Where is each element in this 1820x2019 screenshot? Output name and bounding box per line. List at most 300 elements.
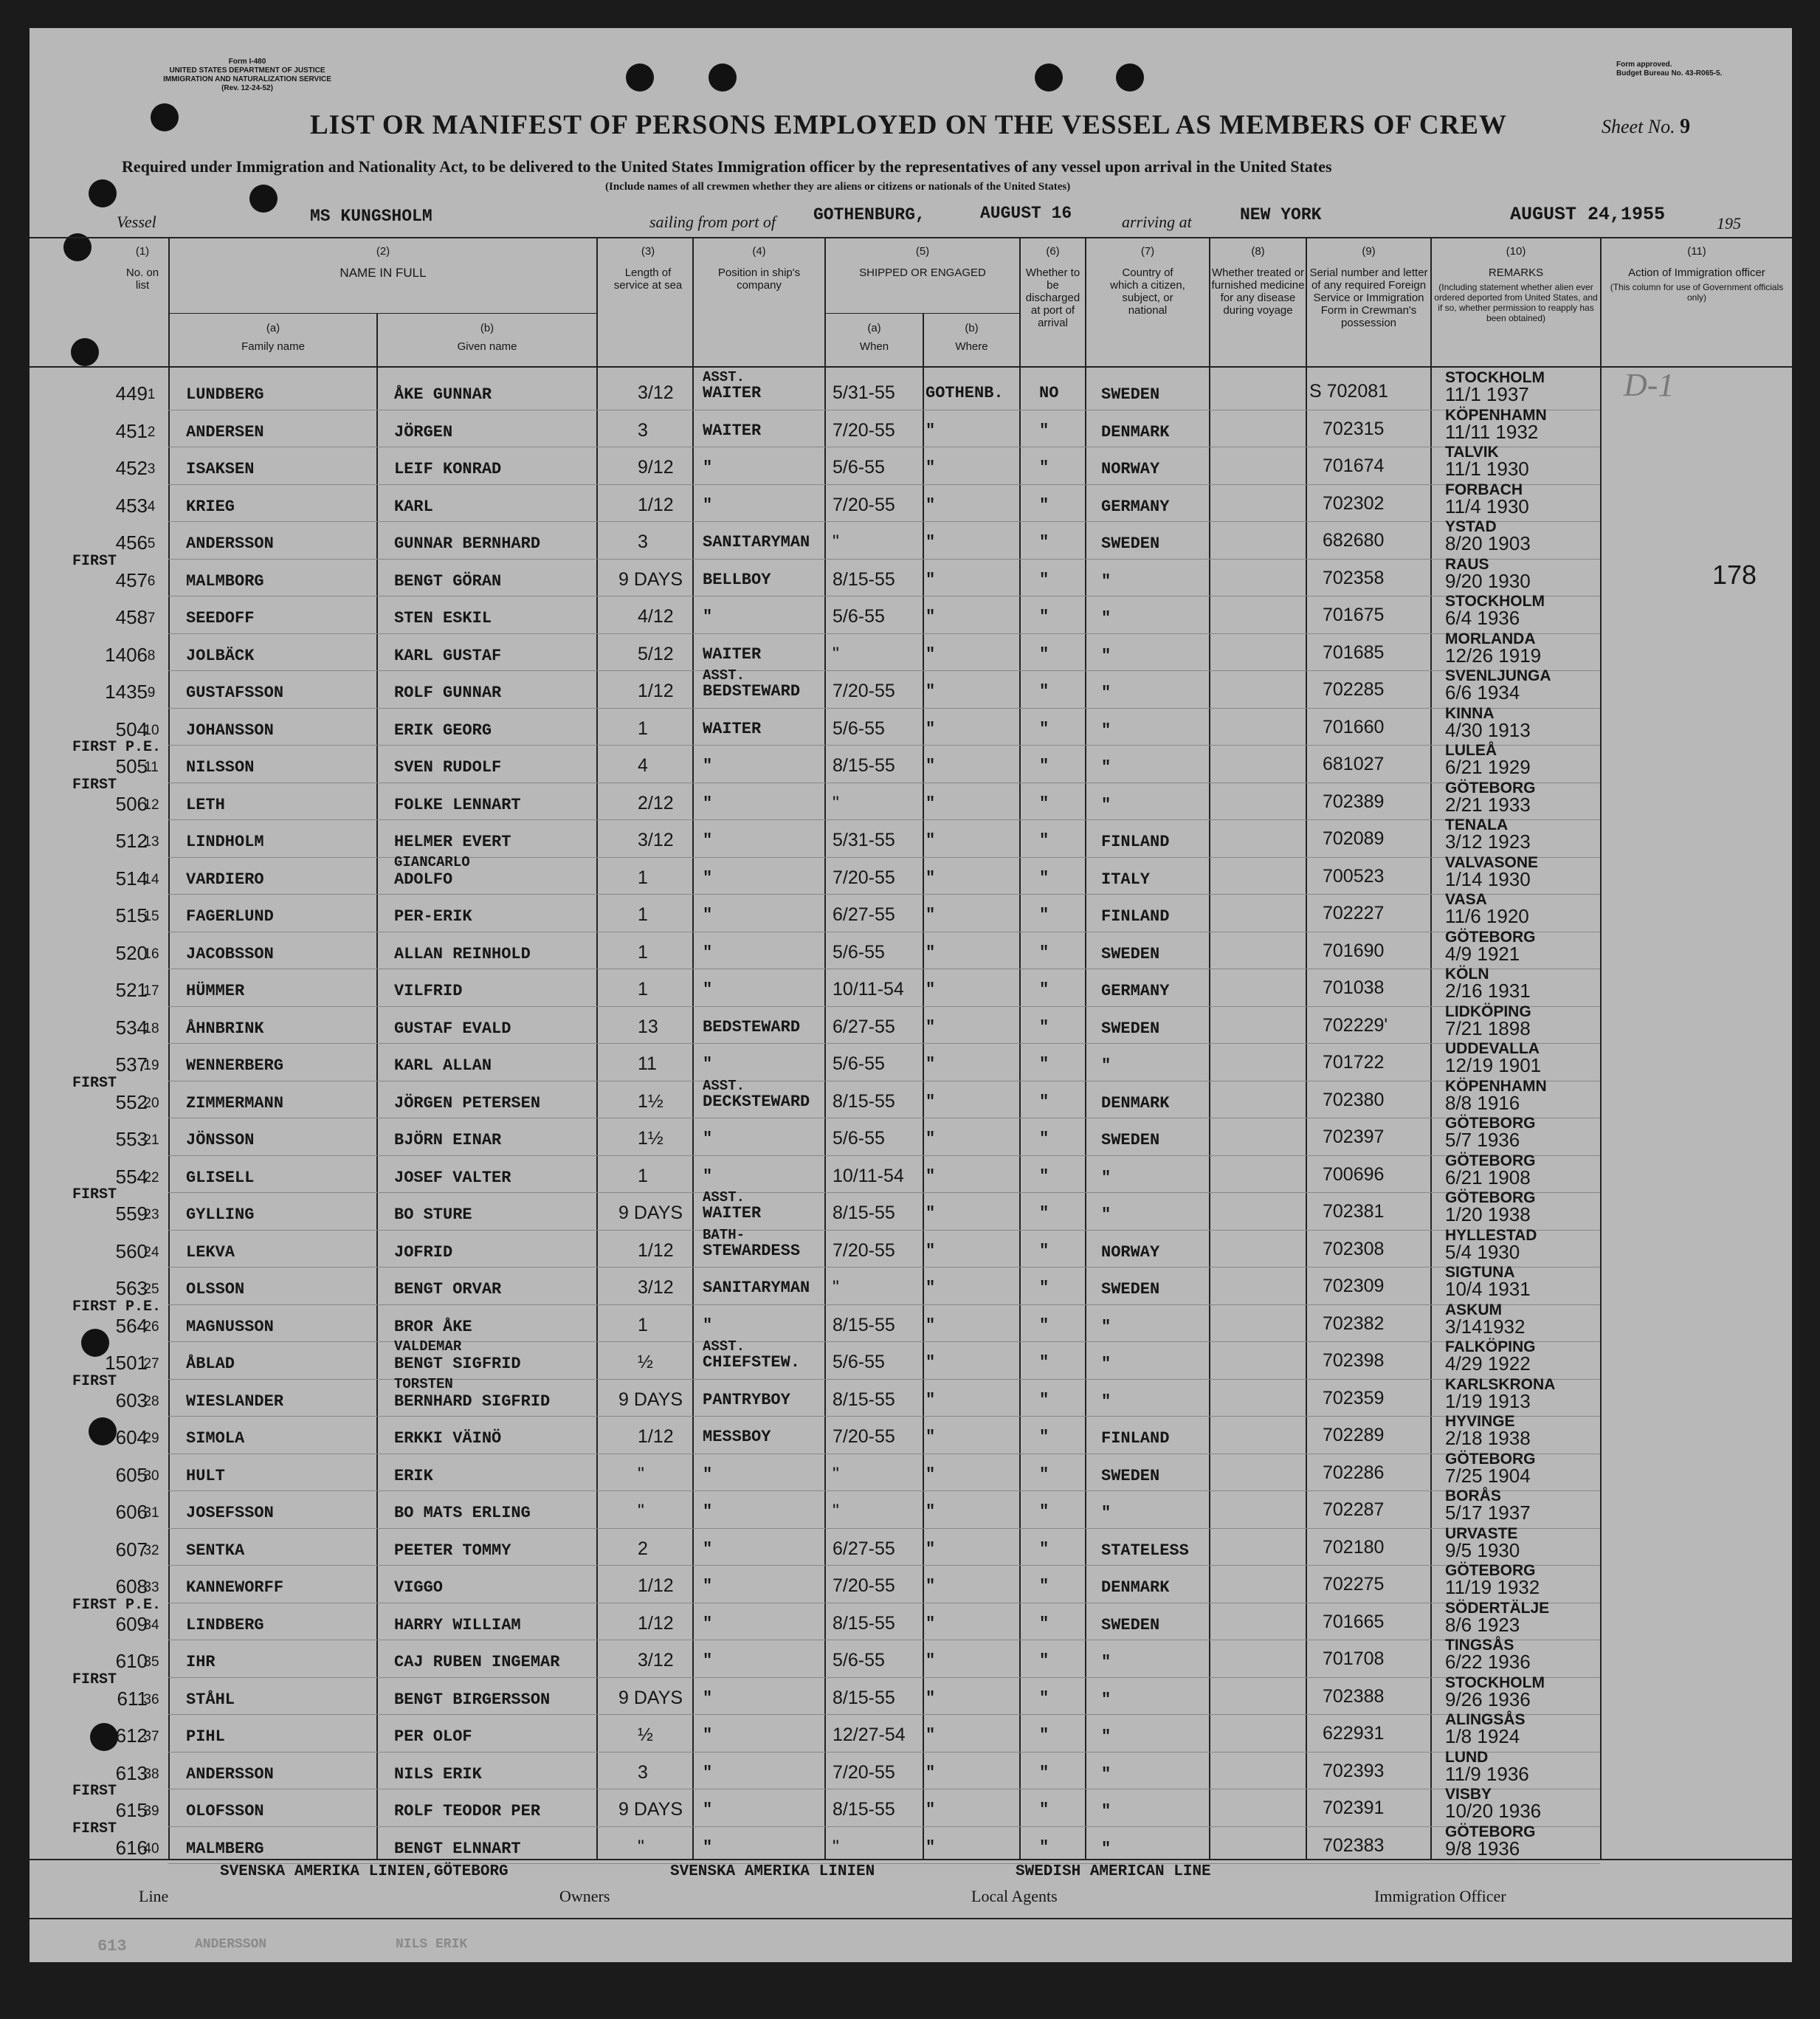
family-name: LEKVA (186, 1242, 235, 1262)
form-department: UNITED STATES DEPARTMENT OF JUSTICE (169, 66, 325, 75)
shipped-where: " (925, 1315, 936, 1335)
birth-date: 6/6 1934 (1445, 681, 1520, 704)
remarks (1445, 369, 1545, 403)
row-sequence: 16 (143, 946, 159, 962)
col-header-medical (1210, 245, 1306, 317)
length-of-service: 1 (638, 867, 648, 888)
footer-rule (30, 1918, 1792, 1919)
shipped-where: " (925, 1241, 936, 1260)
length-of-service: 9 DAYS (618, 1687, 683, 1708)
col-number: (2) (376, 245, 390, 258)
serial-number: 701685 (1323, 642, 1385, 663)
birth-date: 5/7 1936 (1445, 1129, 1520, 1151)
birthplace: GÖTEBORG (1445, 1562, 1536, 1579)
given-name: ROLF GUNNAR (394, 684, 502, 702)
family-name: MALMBORG (186, 571, 264, 591)
row-rule (168, 1006, 1600, 1007)
position: BEDSTEWARD (703, 1017, 801, 1036)
country: " (1101, 1839, 1111, 1858)
shipped-where: " (925, 1055, 936, 1073)
given-name: BO MATS ERLING (394, 1504, 531, 1522)
column-rule (923, 313, 924, 1859)
birth-date: 6/4 1936 (1445, 607, 1520, 629)
discharged: " (1039, 495, 1049, 515)
column-rule (692, 237, 694, 1859)
table-top-rule (30, 237, 1792, 238)
family-name: JOLBÄCK (186, 646, 255, 665)
row-sequence: 11 (144, 760, 159, 775)
given-name: BENGT ORVAR (394, 1280, 502, 1299)
column-rule (1306, 237, 1307, 1859)
row-sequence: 3 (147, 461, 156, 477)
position: WAITER (703, 719, 762, 738)
length-of-service: 1½ (638, 1090, 663, 1112)
row-sequence: 6 (147, 573, 156, 589)
country: STATELESS (1101, 1541, 1189, 1560)
margin-note-count: 178 (1712, 560, 1757, 590)
birthplace: VALVASONE (1445, 853, 1539, 871)
shipped-when: " (833, 792, 839, 814)
col-label: SHIPPED OR ENGAGED (859, 266, 986, 279)
list-number: 611 (117, 1687, 148, 1710)
birth-date: 2/18 1938 (1445, 1427, 1531, 1449)
position: " (703, 1055, 713, 1073)
col-header-shipped (826, 245, 1019, 279)
list-number: 453 (115, 494, 148, 517)
discharged: " (1039, 1726, 1049, 1744)
col-header-officer (1602, 245, 1792, 303)
row-rule (168, 745, 1600, 746)
birth-date: 4/30 1913 (1445, 718, 1531, 741)
country: DENMARK (1101, 422, 1170, 441)
sheet-number: Sheet No. 9 (1602, 115, 1691, 138)
country: " (1101, 1802, 1111, 1820)
country: ITALY (1101, 870, 1151, 889)
col-number: (a) (266, 322, 280, 334)
country: " (1101, 720, 1111, 740)
length-of-service: 4/12 (638, 606, 674, 627)
birth-date: 12/19 1901 (1445, 1054, 1542, 1076)
length-of-service: 2 (638, 1538, 648, 1559)
remarks (1445, 1749, 1529, 1783)
row-sequence: 26 (143, 1318, 159, 1335)
birthplace: STOCKHOLM (1445, 369, 1545, 386)
row-sequence: 5 (147, 536, 156, 551)
position: SANITARYMAN (703, 1279, 810, 1297)
row-sequence: 18 (143, 1020, 159, 1036)
given-name: HELMER EVERT (394, 833, 511, 851)
table-header-rule (30, 366, 1792, 368)
remarks (1445, 1078, 1547, 1112)
shipped-when: " (833, 643, 839, 664)
punch-hole (1035, 63, 1063, 92)
birth-date: 11/4 1930 (1445, 495, 1529, 517)
position: " (703, 1166, 713, 1186)
position-line1: ASST. (703, 369, 745, 385)
shipped-when: 7/20-55 (833, 494, 895, 515)
length-of-service: 1/12 (638, 1426, 674, 1447)
length-of-service: 3 (638, 419, 648, 441)
shipped-when: 6/27-55 (833, 904, 895, 925)
serial-number: 701674 (1323, 455, 1385, 476)
position: MESSBOY (703, 1428, 771, 1446)
birthplace: SVENLJUNGA (1445, 667, 1551, 684)
row-rule (168, 1230, 1600, 1231)
family-name: ÅHNBRINK (186, 1019, 264, 1038)
shipped-where: " (925, 682, 936, 701)
position: WAITER (703, 644, 762, 664)
family-name: SIMOLA (186, 1429, 245, 1448)
serial-number: 702302 (1323, 492, 1385, 514)
col-label: No. on list (125, 266, 159, 292)
row-sequence: 37 (143, 1729, 159, 1744)
remarks (1445, 1040, 1541, 1074)
form-revision: (Rev. 12-24-52) (221, 84, 273, 92)
remarks (1445, 929, 1536, 963)
shipped-when: 5/6-55 (833, 1053, 885, 1074)
position: " (703, 1577, 713, 1595)
remarks (1445, 1227, 1537, 1261)
given-name: BENGT SIGFRID (394, 1355, 521, 1373)
birthplace: TINGSÅS (1445, 1637, 1514, 1654)
given-name: ROLF TEODOR PER (394, 1802, 541, 1820)
birth-date: 10/20 1936 (1445, 1800, 1542, 1822)
birthplace: VISBY (1445, 1786, 1492, 1803)
family-name: LINDBERG (186, 1615, 264, 1634)
col-number: (11) (1687, 245, 1706, 258)
col-header-no (118, 245, 167, 292)
row-sequence: 12 (143, 797, 159, 813)
length-of-service: 1/12 (638, 1239, 674, 1261)
birth-date: 2/21 1933 (1445, 793, 1531, 816)
list-number: 607 (115, 1538, 148, 1561)
birthplace: BORÅS (1445, 1487, 1501, 1504)
remarks (1445, 780, 1536, 814)
country: " (1101, 1653, 1111, 1671)
discharged: " (1039, 682, 1049, 701)
list-number: 606 (115, 1501, 148, 1523)
shipped-when: " (833, 1463, 839, 1485)
given-name-line1: GIANCARLO (394, 853, 470, 870)
list-number: 1435 (105, 681, 148, 703)
length-of-service: 3 (638, 532, 648, 552)
row-rule (168, 1528, 1600, 1529)
row-rule (168, 1341, 1600, 1342)
shipped-where: " (925, 794, 936, 813)
shipped-when: 7/20-55 (833, 867, 895, 888)
shipped-when: 8/15-55 (833, 1203, 895, 1223)
position-line1: ASST. (703, 1189, 745, 1205)
remarks (1445, 816, 1531, 853)
row-sequence: 2 (147, 424, 156, 440)
length-of-service: 1 (638, 1165, 648, 1186)
row-rule (168, 559, 1600, 560)
birthplace: FALKÖPING (1445, 1338, 1536, 1355)
family-name: GLISELL (186, 1168, 255, 1187)
birth-date: 8/6 1923 (1445, 1613, 1520, 1636)
serial-number: 701690 (1323, 940, 1385, 961)
list-number: 554 (115, 1165, 148, 1188)
country: SWEDEN (1101, 944, 1160, 963)
remarks (1445, 742, 1531, 776)
bleed-given-name: NILS ERIK (396, 1937, 468, 1952)
row-sequence: 15 (143, 909, 159, 924)
list-number: 608 (115, 1575, 148, 1597)
shipped-where: " (925, 1651, 936, 1670)
serial-number: 701675 (1323, 605, 1385, 625)
birthplace: KÖPENHAMN (1445, 406, 1547, 424)
length-of-service: ½ (638, 1352, 653, 1372)
discharged: " (1039, 1465, 1049, 1484)
country: SWEDEN (1101, 1615, 1160, 1634)
position: DECKSTEWARD (703, 1092, 810, 1111)
serial-number: 682680 (1323, 530, 1385, 551)
given-name: ALLAN REINHOLD (394, 944, 531, 963)
row-sequence: 33 (143, 1580, 159, 1595)
bleed-list-no: 613 (97, 1937, 127, 1956)
birth-date: 3/12 1923 (1445, 830, 1531, 853)
form-service: IMMIGRATION AND NATURALIZATION SERVICE (163, 75, 331, 83)
serial-number: 702315 (1323, 418, 1385, 439)
row-rule (168, 1379, 1600, 1380)
column-rule (168, 237, 170, 1859)
family-name: NILSSON (186, 758, 255, 777)
position: " (703, 831, 713, 850)
column-rule (1019, 237, 1021, 1859)
position: " (703, 1129, 713, 1148)
length-of-service: 3/12 (638, 830, 674, 850)
list-number: 559 (115, 1203, 148, 1225)
given-name: ERKKI VÄINÖ (394, 1429, 502, 1448)
discharged: NO (1039, 384, 1059, 402)
page-title: LIST OR MANIFEST OF PERSONS EMPLOYED ON THE VESSEL AS MEMBERS OF CREW (310, 110, 1507, 140)
position: BEDSTEWARD (703, 682, 801, 701)
discharged: " (1039, 1539, 1049, 1558)
birthplace: SIGTUNA (1445, 1264, 1515, 1281)
birthplace: HYLLESTAD (1445, 1226, 1537, 1244)
shipped-when: " (833, 1501, 839, 1521)
family-name: SEEDOFF (186, 609, 255, 627)
row-rule (168, 1155, 1600, 1156)
shipped-where: GOTHENB. (925, 384, 1004, 402)
length-of-service: " (638, 1463, 644, 1485)
given-name: KARL (394, 497, 433, 516)
birthplace: GÖTEBORG (1445, 928, 1536, 946)
punch-hole (1116, 63, 1144, 92)
position-line1: ASST. (703, 667, 745, 684)
remarks (1445, 481, 1529, 515)
birth-date: 1/20 1938 (1445, 1203, 1531, 1225)
birth-date: 11/9 1936 (1445, 1762, 1529, 1785)
birthplace: TENALA (1445, 816, 1509, 833)
budget-bureau-no: Budget Bureau No. 43-R065-5. (1616, 69, 1723, 78)
discharged: " (1039, 980, 1049, 999)
shipped-when: 7/20-55 (833, 1426, 895, 1447)
birthplace: KINNA (1445, 704, 1495, 722)
given-name: STEN ESKIL (394, 609, 492, 627)
birth-date: 12/26 1919 (1445, 644, 1542, 667)
birth-date: 11/11 1932 (1445, 420, 1539, 443)
given-name: BERNHARD SIGFRID (394, 1392, 551, 1411)
birth-date: 8/20 1903 (1445, 532, 1531, 554)
position-line1: ASST. (703, 1077, 745, 1094)
form-info (125, 58, 369, 93)
shipped-where: " (925, 1166, 936, 1186)
serial-number: 681027 (1323, 754, 1385, 774)
family-name: HÜMMER (186, 982, 245, 1000)
length-of-service: " (638, 1501, 644, 1521)
birthplace: ALINGSÅS (1445, 1711, 1526, 1728)
col-label: Serial number and letter of any required Foreign Service or Immigration Form in Crewman's possession (1309, 266, 1428, 329)
country: " (1101, 1168, 1111, 1187)
birthplace: ASKUM (1445, 1301, 1502, 1318)
shipped-where: " (925, 533, 936, 551)
list-number: 520 (115, 941, 148, 964)
country: GERMANY (1101, 497, 1170, 516)
first-voyage-mark: FIRST (72, 1186, 117, 1203)
discharged: " (1039, 757, 1049, 775)
remarks (1445, 891, 1529, 925)
family-name: ANDERSSON (186, 534, 274, 553)
length-of-service: 1½ (638, 1128, 663, 1149)
row-sequence: 40 (143, 1840, 159, 1857)
country: NORWAY (1101, 1242, 1160, 1262)
length-of-service: 1/12 (638, 1612, 674, 1634)
col-header-where (924, 322, 1019, 353)
position-line1: BATH- (703, 1226, 745, 1243)
remarks (1445, 1562, 1540, 1596)
birthplace: SÖDERTÄLJE (1445, 1599, 1550, 1617)
country: " (1101, 571, 1111, 591)
row-rule (168, 857, 1600, 858)
family-name: VARDIERO (186, 870, 264, 889)
given-name: GUSTAF EVALD (394, 1019, 511, 1038)
length-of-service: 1 (638, 718, 648, 739)
list-number: 451 (115, 419, 148, 442)
form-number: Form I-480 (228, 58, 266, 66)
col-number: (3) (641, 245, 655, 258)
position: PANTRYBOY (703, 1390, 790, 1409)
row-rule (168, 1490, 1600, 1491)
col-header-position (694, 245, 824, 292)
given-name: ADOLFO (394, 870, 453, 889)
form-approval (1616, 61, 1722, 78)
given-name: ERIK (394, 1466, 433, 1485)
row-rule (168, 521, 1600, 522)
row-sequence: 1 (147, 387, 156, 402)
family-name: KRIEG (186, 497, 235, 516)
given-name: BENGT GÖRAN (394, 571, 502, 591)
country: SWEDEN (1101, 1019, 1160, 1038)
family-name: ANDERSEN (186, 422, 264, 441)
length-of-service: 1 (638, 979, 648, 1000)
row-rule (168, 484, 1600, 485)
position: " (703, 1465, 713, 1484)
serial-number: 702383 (1323, 1834, 1385, 1856)
owners-company: SVENSKA AMERIKA LINIEN (670, 1863, 875, 1880)
family-name: STÅHL (186, 1690, 235, 1709)
col-label: REMARKS (1488, 266, 1544, 279)
family-name: JOHANSSON (186, 720, 274, 740)
position: " (703, 1315, 713, 1335)
given-name: PER OLOF (394, 1727, 472, 1746)
list-number: 615 (115, 1799, 148, 1821)
serial-number: 701660 (1323, 716, 1385, 737)
position: WAITER (703, 1204, 762, 1222)
col-header-remarks (1432, 245, 1600, 323)
column-rule (1209, 237, 1210, 1859)
discharged: " (1039, 868, 1049, 887)
country: " (1101, 1690, 1111, 1709)
year-suffix: 195 (1717, 214, 1741, 233)
length-of-service: 1 (638, 1314, 648, 1335)
col-label: NAME IN FULL (339, 266, 427, 280)
col-header-serial (1307, 245, 1430, 329)
given-name: PER-ERIK (394, 907, 472, 926)
row-sequence: 29 (143, 1431, 159, 1446)
column-rule (376, 313, 378, 1859)
length-of-service: 2/12 (638, 792, 674, 814)
family-name: MALMBERG (186, 1839, 264, 1858)
row-sequence: 8 (147, 647, 156, 664)
family-name: ÅBLAD (186, 1355, 235, 1373)
family-name: ZIMMERMANN (186, 1093, 284, 1112)
col-number: (b) (965, 322, 979, 334)
family-name: FAGERLUND (186, 907, 274, 926)
position: " (703, 1688, 713, 1707)
list-number: 457 (115, 568, 148, 591)
discharged: " (1039, 1204, 1049, 1222)
discharged: " (1039, 421, 1049, 440)
length-of-service: 3/12 (638, 382, 674, 403)
sailing-label: sailing from port of (649, 213, 776, 231)
list-number: 512 (115, 830, 148, 852)
discharged: " (1039, 1315, 1049, 1335)
shipped-where: " (925, 1726, 936, 1744)
list-number: 604 (115, 1426, 148, 1448)
family-name: KANNEWORFF (186, 1578, 284, 1597)
shipped-subheader-rule (824, 313, 1019, 314)
row-sequence: 39 (143, 1803, 159, 1819)
given-name: JOFRID (394, 1242, 453, 1262)
given-name: VILFRID (394, 982, 463, 1000)
serial-number: 702391 (1323, 1798, 1385, 1818)
birthplace: FORBACH (1445, 481, 1523, 498)
family-name: OLOFSSON (186, 1802, 264, 1820)
serial-number: 701708 (1323, 1648, 1385, 1669)
position: " (703, 1763, 713, 1782)
col-note: (This column for use of Government officials only) (1610, 282, 1784, 303)
shipped-when: 8/15-55 (833, 1389, 895, 1410)
shipped-where: " (925, 719, 936, 738)
discharged: " (1039, 1279, 1049, 1297)
col-number: (a) (867, 322, 881, 334)
row-sequence: 28 (143, 1393, 159, 1409)
arrival-date: AUGUST 24,1955 (1510, 204, 1666, 225)
column-rule (1600, 237, 1602, 1859)
col-header-discharged (1021, 245, 1085, 329)
given-name: SVEN RUDOLF (394, 758, 502, 777)
family-name: JÖNSSON (186, 1131, 255, 1149)
shipped-when: " (833, 1836, 839, 1857)
position: " (703, 757, 713, 775)
row-sequence: 23 (143, 1207, 159, 1222)
list-number: 610 (115, 1650, 148, 1672)
owners-label: Owners (559, 1887, 610, 1905)
position-line1: ASST. (703, 1338, 745, 1355)
list-number: 612 (115, 1724, 148, 1747)
list-number: 609 (115, 1612, 148, 1635)
